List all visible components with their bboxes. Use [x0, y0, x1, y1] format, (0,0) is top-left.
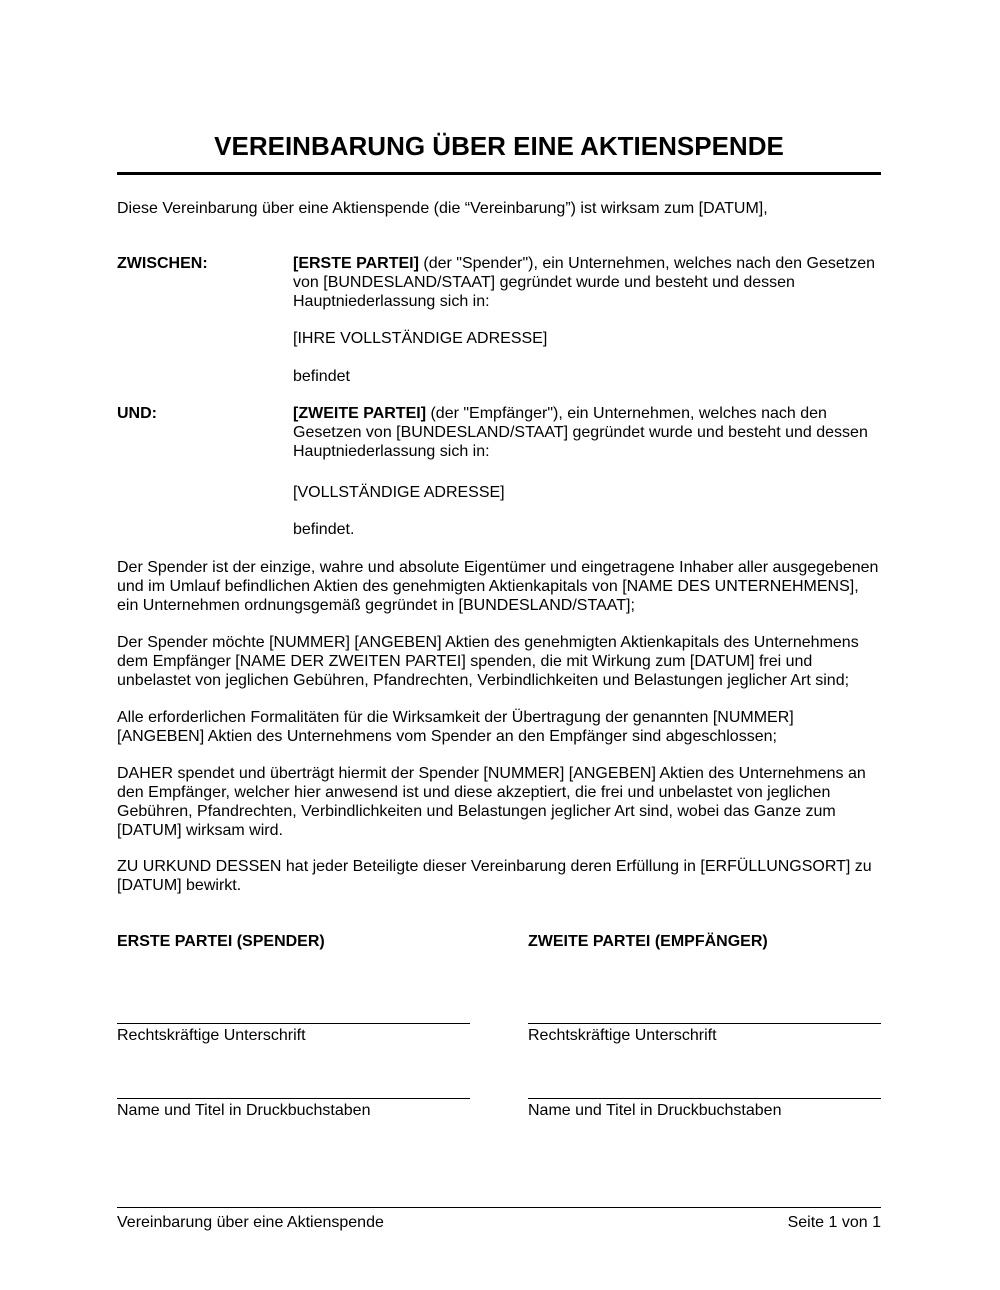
first-party-label: ZWISCHEN: — [117, 255, 208, 272]
second-party-label: UND: — [117, 405, 157, 422]
footer-document-name: Vereinbarung über eine Aktienspende — [117, 1214, 384, 1231]
paragraph-witness: ZU URKUND DESSEN hat jeder Beteiligte dieser Vereinbarung deren Erfüllung in [ERFÜLLUNGSORT] zu [DATUM] bewirkt. — [117, 858, 872, 894]
first-party-description — [293, 254, 885, 311]
paragraph-owner: Der Spender ist der einzige, wahre und absolute Eigentümer und eingetragene Inhaber aller ausgegebenen und im Umlauf befindlichen Aktien des genehmigten Aktienkapitals von [NAME DES UNTERNEHMENS], ein Unternehmen ordnungsgemäß gegründet in [BUNDESLAND/STAAT]; — [117, 559, 879, 614]
first-party-address: [IHRE VOLLSTÄNDIGE ADRESSE] — [293, 330, 548, 347]
second-party-signature-heading: ZWEITE PARTEI (EMPFÄNGER) — [528, 933, 768, 950]
second-party-closing: befindet. — [293, 521, 355, 538]
second-party-name: [ZWEITE PARTEI] — [293, 405, 427, 422]
document-page — [117, 0, 881, 1290]
paragraph-transfer: DAHER spendet und überträgt hiermit der Spender [NUMMER] [ANGEBEN] Aktien des Unternehmens an den Empfänger, welcher hier anwesend ist und diese akzeptiert, die frei und unbelastet von jeglichen Gebühren, Pfandrechten, Verbindlichkeiten und Belastungen jeglicher Art sind, wobei das Ganze zum [DATUM] wirksam wird. — [117, 765, 866, 839]
first-party-signature-caption: Rechtskräftige Unterschrift — [117, 1027, 306, 1044]
second-party-signature-line — [528, 1023, 881, 1024]
second-party-text: (der "Empfänger"), ein Unternehmen, welches nach den Gesetzen von [BUNDESLAND/STAAT] gegründet wurde und besteht und dessen Hauptniederlassung sich in: — [293, 405, 868, 460]
second-party-name-caption: Name und Titel in Druckbuchstaben — [528, 1102, 782, 1119]
first-party-name-caption: Name und Titel in Druckbuchstaben — [117, 1102, 371, 1119]
first-party-closing: befindet — [293, 368, 350, 385]
first-party-text: (der "Spender"), ein Unternehmen, welches nach den Gesetzen von [BUNDESLAND/STAAT] gegründet wurde und besteht und dessen Hauptniederlassung sich in: — [293, 255, 875, 310]
paragraph-formalities: Alle erforderlichen Formalitäten für die Wirksamkeit der Übertragung der genannten [NUMMER] [ANGEBEN] Aktien des Unternehmens vom Spender an den Empfänger sind abgeschlossen; — [117, 709, 794, 745]
first-party-signature-heading: ERSTE PARTEI (SPENDER) — [117, 933, 325, 950]
footer-page-indicator: Seite 1 von 1 — [787, 1214, 881, 1231]
intro-paragraph: Diese Vereinbarung über eine Aktienspende (die “Vereinbarung”) ist wirksam zum [DATUM], — [117, 200, 768, 217]
second-party-signature-caption: Rechtskräftige Unterschrift — [528, 1027, 717, 1044]
second-party-address: [VOLLSTÄNDIGE ADRESSE] — [293, 484, 505, 501]
document-title: VEREINBARUNG ÜBER EINE AKTIENSPENDE — [214, 131, 784, 161]
first-party-signature-line — [117, 1023, 470, 1024]
title-divider — [117, 172, 881, 175]
first-party-name-line — [117, 1098, 470, 1099]
first-party-name: [ERSTE PARTEI] — [293, 255, 419, 272]
second-party-description — [293, 404, 885, 461]
footer-divider — [117, 1207, 881, 1208]
second-party-name-line — [528, 1098, 881, 1099]
paragraph-donation-intent: Der Spender möchte [NUMMER] [ANGEBEN] Aktien des genehmigten Aktienkapitals des Unternehmens dem Empfänger [NAME DER ZWEITEN PARTEI] spenden, die mit Wirkung zum [DATUM] frei und unbelastet von jeglichen Gebühren, Pfandrechten, Verbindlichkeiten und Belastungen jeglicher Art sind; — [117, 634, 859, 689]
